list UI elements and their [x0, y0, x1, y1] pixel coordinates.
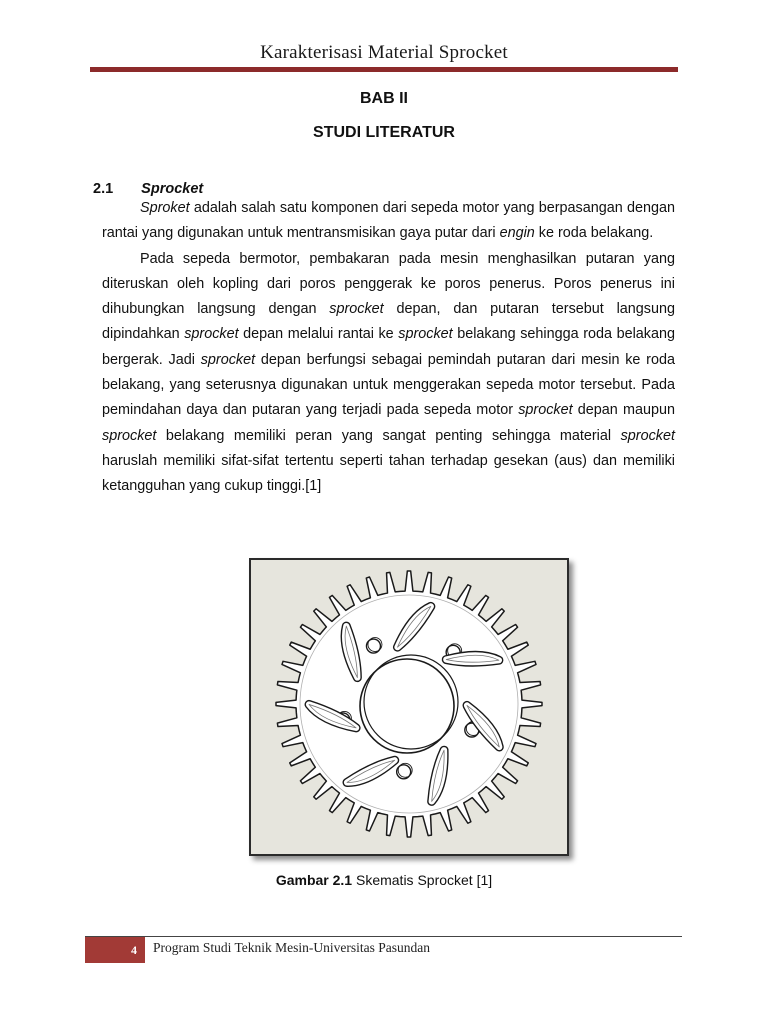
italic-term: engin	[499, 225, 535, 242]
section-number: 2.1	[93, 181, 114, 197]
text-run: ke roda belakang.	[534, 225, 654, 242]
text-run: depan melalui rantai ke	[238, 326, 399, 343]
caption-label: Gambar 2.1	[275, 872, 353, 888]
text-run: adalah salah satu komponen dari sepeda motor yang berpasangan dengan rantai yang digunakan untuk mentransmisikan gaya putar dari	[102, 200, 675, 242]
text-run: depan maupun	[572, 402, 675, 419]
italic-term: Sproket	[140, 200, 190, 216]
italic-term: sprocket	[184, 326, 239, 343]
paragraph	[102, 196, 675, 247]
caption-text: Skematis Sprocket [1]	[352, 872, 493, 888]
italic-term: sprocket	[398, 326, 453, 343]
italic-term: sprocket	[518, 402, 573, 419]
header-rule	[90, 67, 678, 72]
body-text	[102, 196, 675, 500]
paragraph	[102, 247, 675, 500]
chapter-number: BAB II	[360, 90, 408, 107]
text-run: Pada sepeda bermotor, pembakaran pada mesin menghasilkan putaran yang diteruskan oleh kopling dari poros penggerak ke poros penerus. Poros penerus ini dihubungkan langsung dengan	[102, 250, 675, 318]
italic-term: sprocket	[200, 351, 256, 368]
sprocket-drawing	[251, 560, 567, 854]
italic-term: sprocket	[620, 427, 675, 444]
chapter-title: STUDI LITERATUR	[313, 124, 455, 141]
figure-caption	[90, 872, 678, 888]
footer-rule	[85, 936, 682, 937]
text-run: belakang memiliki peran yang sangat penting sehingga material	[156, 427, 621, 444]
text-run: depan, dan putaran tersebut langsung dipindahkan	[102, 301, 675, 343]
section-title: Sprocket	[141, 181, 204, 197]
italic-term: sprocket	[102, 427, 157, 444]
figure-frame	[249, 558, 569, 856]
page-number: 4	[85, 937, 145, 963]
text-run: haruslah memiliki sifat-sifat tertentu seperti tahan terhadap gesekan (aus) dan memiliki ketangguhan yang cukup tinggi.[1]	[102, 452, 675, 495]
text-run: belakang sehingga roda belakang bergerak. Jadi	[102, 326, 675, 368]
text-run: depan berfungsi sebagai pemindah putaran dari mesin ke roda belakang, yang seterusnya digunakan untuk menggerakan sepeda motor tersebut. Pada pemindahan daya dan putaran yang terjadi pada sepeda motor	[102, 351, 675, 419]
running-header: Karakterisasi Material Sprocket	[260, 42, 508, 63]
italic-term: sprocket	[329, 301, 384, 318]
section-heading	[93, 181, 203, 197]
footer-text: Program Studi Teknik Mesin-Universitas Pasundan	[153, 940, 431, 955]
